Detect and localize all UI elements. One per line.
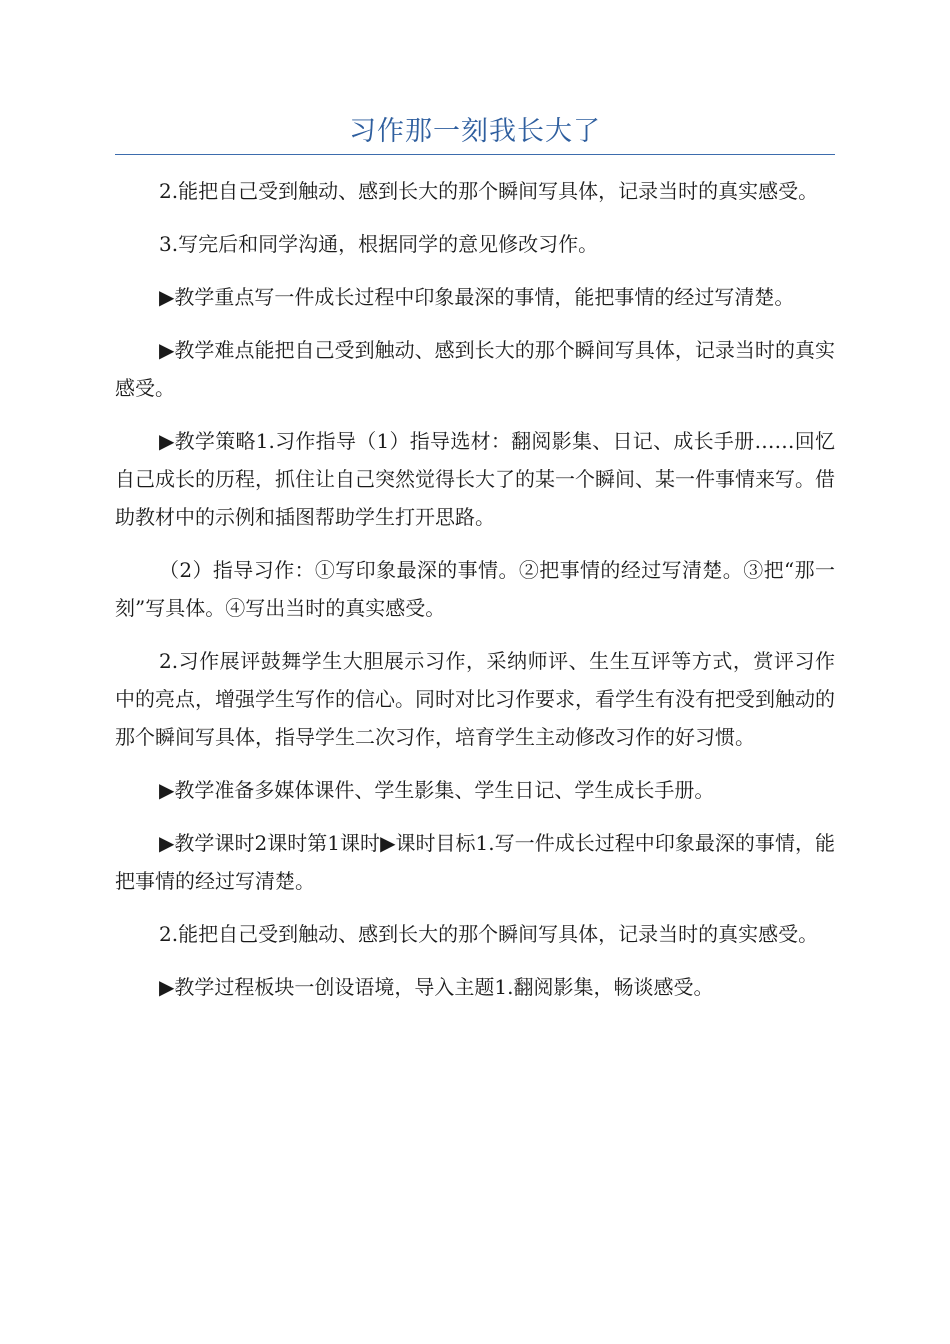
paragraph: ▶教学准备多媒体课件、学生影集、学生日记、学生成长手册。 <box>159 778 715 802</box>
document-body <box>115 172 835 1021</box>
paragraph: 2.习作展评鼓舞学生大胆展示习作，采纳师评、生生互评等方式，赏评习作中的亮点，增强学生写作的信心。同时对比习作要求，看学生有没有把受到触动的那个瞬间写具体，指导学生二次习作，培育学生主动修改习作的好习惯。 <box>115 649 835 749</box>
paragraph: ▶教学课时2课时第1课时▶课时目标1.写一件成长过程中印象最深的事情，能把事情的经过写清楚。 <box>115 831 835 893</box>
document-title: 习作那一刻我长大了 <box>349 116 601 147</box>
paragraph: ▶教学过程板块一创设语境，导入主题1.翻阅影集，畅谈感受。 <box>159 975 714 999</box>
paragraph: ▶教学难点能把自己受到触动、感到长大的那个瞬间写具体，记录当时的真实感受。 <box>115 338 835 400</box>
paragraph: ▶教学重点写一件成长过程中印象最深的事情，能把事情的经过写清楚。 <box>159 285 795 309</box>
paragraph: （2）指导习作：①写印象最深的事情。②把事情的经过写清楚。③把“那一刻”写具体。④写出当时的真实感受。 <box>115 558 835 620</box>
title-divider <box>115 154 835 155</box>
paragraph: 3.写完后和同学沟通，根据同学的意见修改习作。 <box>159 232 599 256</box>
paragraph: ▶教学策略1.习作指导（1）指导选材：翻阅影集、日记、成长手册……回忆自己成长的历程，抓住让自己突然觉得长大了的某一个瞬间、某一件事情来写。借助教材中的示例和插图帮助学生打开思路。 <box>115 429 835 529</box>
paragraph: 2.能把自己受到触动、感到长大的那个瞬间写具体，记录当时的真实感受。 <box>159 179 819 203</box>
paragraph: 2.能把自己受到触动、感到长大的那个瞬间写具体，记录当时的真实感受。 <box>159 922 819 946</box>
